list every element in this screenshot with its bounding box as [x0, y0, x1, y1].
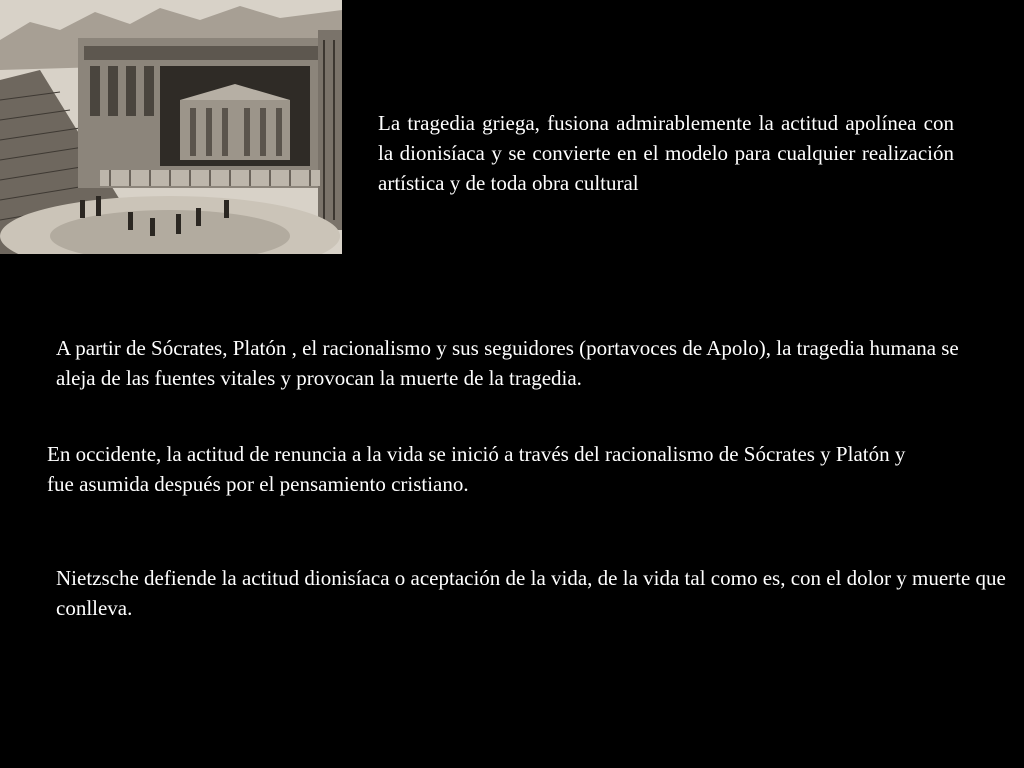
paragraph-greek-tragedy: La tragedia griega, fusiona admirablemente la actitud apolínea con la dionisíaca y se convierte en el modelo para cualquier realización artística y de toda obra cultural — [378, 111, 954, 195]
paragraph-nietzsche: Nietzsche defiende la actitud dionisíaca o aceptación de la vida, de la vida tal como es, con el dolor y muerte que conlleva. — [56, 566, 1006, 620]
paragraph-occident: En occidente, la actitud de renuncia a la vida se inició a través del racionalismo de Sócrates y Platón y fue asumida después por el pensamiento cristiano. — [47, 442, 906, 496]
greek-theater-engraving-icon — [0, 0, 342, 254]
paragraph-socrates-plato: A partir de Sócrates, Platón , el racionalismo y sus seguidores (portavoces de Apolo), la tragedia humana se aleja de las fuentes vitales y provocan la muerte de la tragedia. — [56, 336, 959, 390]
